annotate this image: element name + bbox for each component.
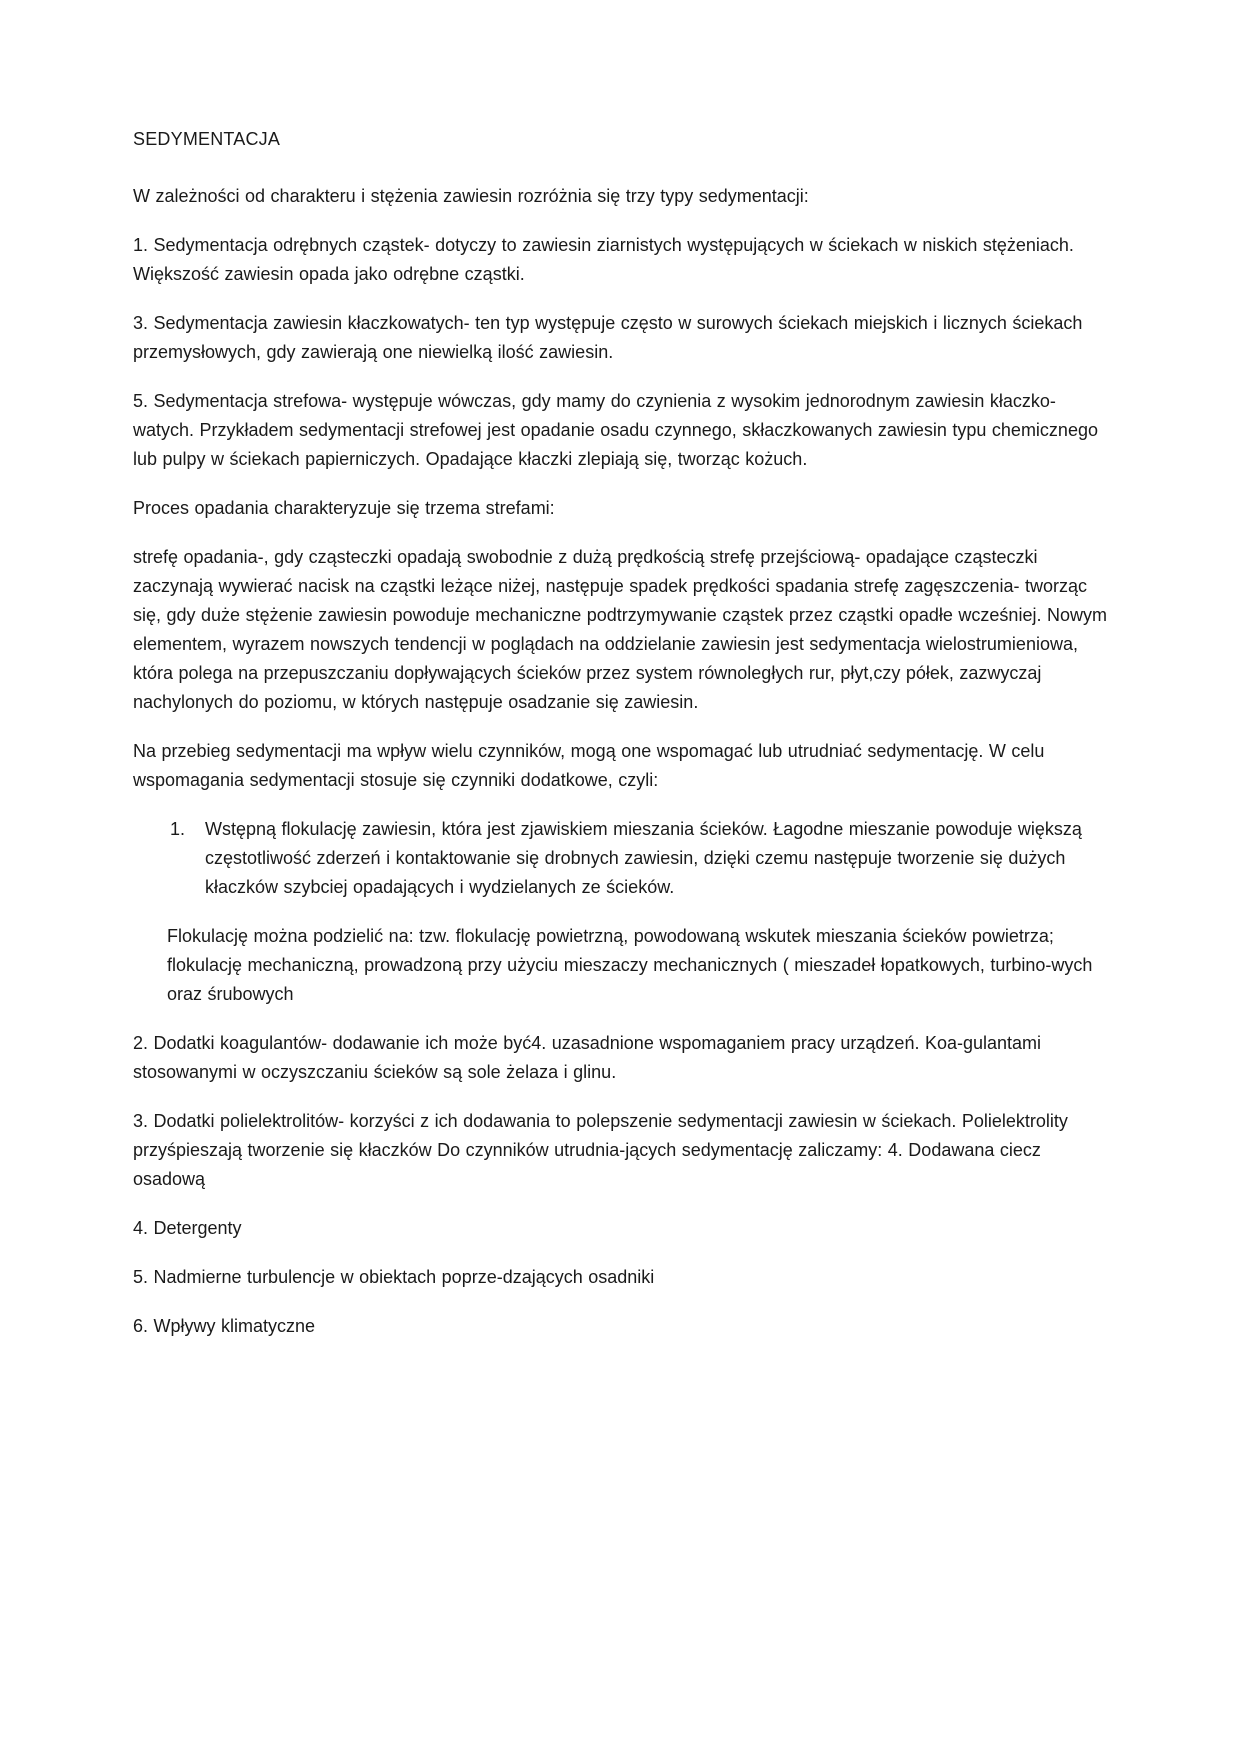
paragraph-climate: 6. Wpływy klimatyczne: [133, 1316, 316, 1336]
paragraph-coagulants: 2. Dodatki koagulantów- dodawanie ich może być4. uzasadnione wspomaganiem pracy urządzeń. Koa-gulantami stosowanymi w oczyszczaniu ścieków są sole żelaza i glinu.: [133, 1033, 1042, 1082]
paragraph-zones-detail: strefę opadania-, gdy cząsteczki opadają swobodnie z dużą prędkością strefę przejściową- opadające cząsteczki zaczynają wywierać nacisk na cząstki leżące niżej, następuje spadek prędkości spadania strefę zagęszczenia- tworząc się, gdy duże stężenie zawiesin powoduje mechaniczne podtrzymywanie cząstek przez cząstki opadłe wcześniej. Nowym elementem, wyrazem nowszych tendencji w poglądach na oddzielanie zawiesin jest sedymentacja wielostrumieniowa, która polega na przepuszczaniu dopływających ścieków przez system równoległych rur, płyt,czy półek, zazwyczaj nachylonych do poziomu, w których następuje osadzanie się zawiesin.: [133, 547, 1107, 712]
paragraph-process-zones-intro: Proces opadania charakteryzuje się trzema strefami:: [133, 498, 555, 518]
list-item-flocculation: [133, 815, 1107, 902]
paragraph-turbulence: 5. Nadmierne turbulencje w obiektach poprze-dzających osadniki: [133, 1267, 655, 1287]
list-item-number: 1.: [170, 819, 186, 839]
list-item-text: Wstępną flokulację zawiesin, która jest zjawiskiem mieszania ścieków. Łagodne mieszanie powoduje większą częstotliwość zderzeń i kontaktowanie się drobnych zawiesin, dzięki czemu następuje tworzenie się dużych kłaczków szybciej opadających i wydzielanych ze ścieków.: [205, 819, 1082, 897]
document-title: SEDYMENTACJA: [133, 129, 281, 149]
paragraph-sedimentation-type-5: 5. Sedymentacja strefowa- występuje wówczas, gdy mamy do czynienia z wysokim jednorodnym zawiesin kłaczko-watych. Przykładem sedymentacji strefowej jest opadanie osadu czynnego, skłaczkowanych zawiesin typu chemicznego lub pulpy w ściekach papierniczych. Opadające kłaczki zlepiają się, tworząc kożuch.: [133, 391, 1098, 469]
paragraph-polyelectrolytes: 3. Dodatki polielektrolitów- korzyści z ich dodawania to polepszenie sedymentacji zawiesin w ściekach. Polielektrolity przyśpieszają tworzenie się kłaczków Do czynników utrudnia-jących sedymentację zaliczamy: 4. Dodawana ciecz osadową: [133, 1111, 1068, 1189]
paragraph-sedimentation-type-3: 3. Sedymentacja zawiesin kłaczkowatych- ten typ występuje często w surowych ściekach miejskich i licznych ściekach przemysłowych, gdy zawierają one niewielką ilość zawiesin.: [133, 313, 1083, 362]
paragraph-detergents: 4. Detergenty: [133, 1218, 242, 1238]
paragraph-sedimentation-type-1: 1. Sedymentacja odrębnych cząstek- dotyczy to zawiesin ziarnistych występujących w ściekach w niskich stężeniach. Większość zawiesin opada jako odrębne cząstki.: [133, 235, 1074, 284]
paragraph-intro: W zależności od charakteru i stężenia zawiesin rozróżnia się trzy typy sedymentacji:: [133, 186, 809, 206]
paragraph-factors: Na przebieg sedymentacji ma wpływ wielu czynników, mogą one wspomagać lub utrudniać sedymentację. W celu wspomagania sedymentacji stosuje się czynniki dodatkowe, czyli:: [133, 741, 1045, 790]
paragraph-flocculation-types: Flokulację można podzielić na: tzw. flokulację powietrzną, powodowaną wskutek mieszania ścieków powietrza; flokulację mechaniczną, prowadzoną przy użyciu mieszaczy mechanicznych ( mieszadeł łopatkowych, turbino-wych oraz śrubowych: [167, 926, 1093, 1004]
